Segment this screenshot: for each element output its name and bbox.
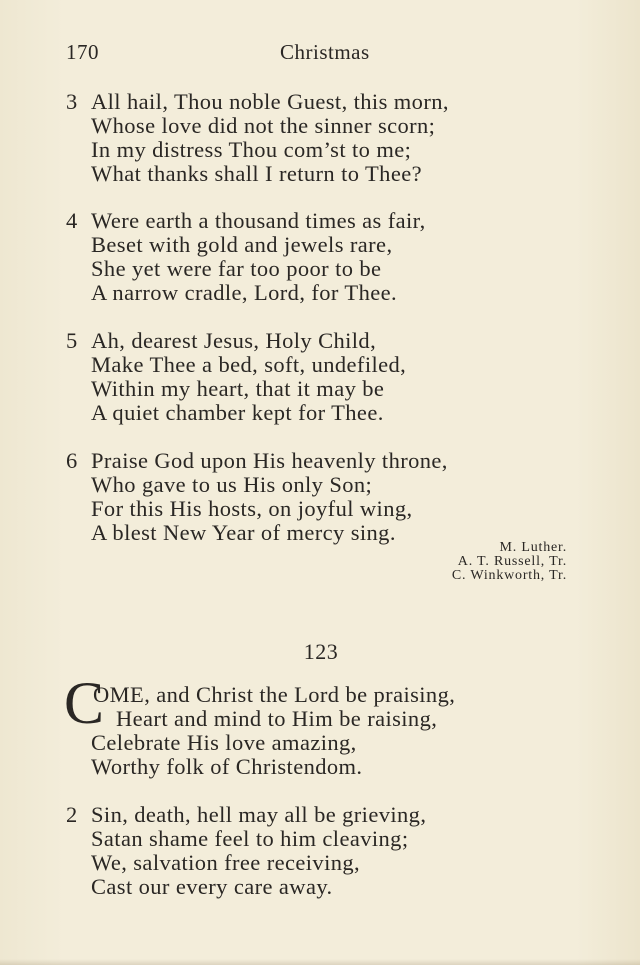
stanza-number: 4 <box>66 208 78 233</box>
page-edge-shadow <box>0 959 640 965</box>
stanza-5 <box>66 329 576 425</box>
stanza-line <box>66 401 576 425</box>
author-credit: M. Luther. <box>499 540 567 555</box>
stanza-line-text: Beset with gold and jewels rare, <box>91 232 393 257</box>
stanza-line-text: Within my heart, that it may be <box>91 376 385 401</box>
stanza-6 <box>66 449 576 545</box>
stanza-line <box>66 683 576 707</box>
stanza-line <box>66 731 576 755</box>
stanza-line <box>66 162 576 186</box>
stanza-line-text: Celebrate His love amazing, <box>91 730 357 755</box>
stanza-line-text: A blest New Year of mercy sing. <box>91 520 396 545</box>
stanza-line-text: OME, and Christ the Lord be praising, <box>93 682 456 707</box>
stanza-line-text: Whose love did not the sinner scorn; <box>91 113 436 138</box>
stanza-3 <box>66 90 576 186</box>
stanza-line-text: Who gave to us His only Son; <box>91 472 373 497</box>
stanza-line-text: For this His hosts, on joyful wing, <box>91 496 413 521</box>
stanza-line-text: All hail, Thou noble Guest, this morn, <box>91 89 449 114</box>
stanza-line-text: Sin, death, hell may all be grieving, <box>91 802 427 827</box>
stanza-line-text: What thanks shall I return to Thee? <box>91 161 422 186</box>
stanza-line <box>66 209 576 233</box>
stanza-line <box>66 449 576 473</box>
translator-credit: A. T. Russell, Tr. <box>457 554 567 569</box>
stanza-line <box>66 755 576 779</box>
stanza-line <box>66 233 576 257</box>
drop-cap: C <box>64 670 105 736</box>
stanza-line-text: A narrow cradle, Lord, for Thee. <box>91 280 398 305</box>
stanza-line-text: Make Thee a bed, soft, undefiled, <box>91 352 407 377</box>
stanza-line-text: Were earth a thousand times as fair, <box>91 208 426 233</box>
stanza-line-text: Heart and mind to Him be raising, <box>116 706 438 731</box>
stanza-line <box>66 329 576 353</box>
stanza-line <box>66 473 576 497</box>
hymn-123-stanza-2 <box>66 803 576 899</box>
stanza-line <box>66 803 576 827</box>
stanza-line <box>66 281 576 305</box>
stanza-line-text: A quiet chamber kept for Thee. <box>91 400 384 425</box>
stanza-line-text: She yet were far too poor to be <box>91 256 382 281</box>
stanza-line-text: Worthy folk of Christendom. <box>91 754 363 779</box>
stanza-line <box>66 851 576 875</box>
stanza-line <box>66 114 576 138</box>
page-number: 170 <box>66 40 99 64</box>
stanza-line <box>66 707 576 731</box>
stanza-number: 6 <box>66 448 78 473</box>
stanza-line <box>66 497 576 521</box>
running-title: Christmas <box>280 40 370 64</box>
stanza-line-text: Cast our every care away. <box>91 874 333 899</box>
running-head <box>66 40 576 70</box>
stanza-line <box>66 90 576 114</box>
stanza-number: 5 <box>66 328 78 353</box>
translator-credit: C. Winkworth, Tr. <box>451 568 567 583</box>
stanza-number: 3 <box>66 89 78 114</box>
attribution <box>452 541 567 583</box>
hymn-number: 123 <box>303 639 339 664</box>
hymn-123-stanza-1 <box>66 683 576 779</box>
stanza-line-text: Praise God upon His heavenly throne, <box>91 448 448 473</box>
stanza-number: 2 <box>66 802 78 827</box>
stanza-line-text: We, salvation free receiving, <box>91 850 361 875</box>
stanza-line <box>66 827 576 851</box>
stanza-line <box>66 875 576 899</box>
stanza-line-text: Satan shame feel to him cleaving; <box>91 826 409 851</box>
stanza-line <box>66 353 576 377</box>
stanza-line <box>66 257 576 281</box>
stanza-line-text: In my distress Thou com’st to me; <box>91 137 412 162</box>
stanza-line <box>66 377 576 401</box>
stanza-line-text: Ah, dearest Jesus, Holy Child, <box>91 328 377 353</box>
stanza-line <box>66 138 576 162</box>
stanza-4 <box>66 209 576 305</box>
